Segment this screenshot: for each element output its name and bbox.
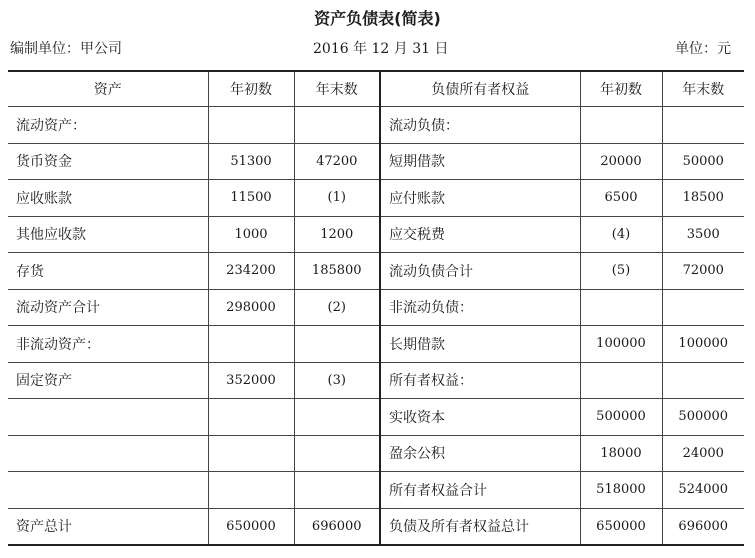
asset-begin-value: 650000: [208, 508, 294, 545]
asset-item: 应收账款: [8, 180, 208, 217]
asset-item: 货币资金: [8, 143, 208, 180]
table-row: [8, 253, 744, 290]
asset-end-value: 185800: [294, 253, 380, 290]
header-liability-end: 年末数: [662, 71, 744, 107]
liability-end-value: 696000: [662, 508, 744, 545]
header-liability: 负债所有者权益: [380, 71, 580, 107]
asset-end-value: [294, 435, 380, 472]
liability-item: 短期借款: [380, 143, 580, 180]
asset-item: 存货: [8, 253, 208, 290]
table-row: [8, 326, 744, 363]
liability-begin-value: 6500: [580, 180, 662, 217]
header-row: [8, 71, 744, 107]
liability-begin-value: 20000: [580, 143, 662, 180]
asset-item: 资产总计: [8, 508, 208, 545]
table-row: [8, 143, 744, 180]
asset-item: 流动资产：: [8, 107, 208, 144]
liability-begin-value: [580, 289, 662, 326]
asset-begin-value: [208, 435, 294, 472]
liability-end-value: [662, 107, 744, 144]
liability-item: 长期借款: [380, 326, 580, 363]
liability-item: 流动负债：: [380, 107, 580, 144]
liability-begin-value: (4): [580, 216, 662, 253]
liability-item: 应交税费: [380, 216, 580, 253]
asset-item: 流动资产合计: [8, 289, 208, 326]
liability-end-value: 500000: [662, 399, 744, 436]
liability-end-value: 24000: [662, 435, 744, 472]
page-title: 资产负债表(简表): [314, 9, 441, 28]
report-date: 2016 年 12 月 31 日: [313, 41, 449, 57]
asset-item: [8, 472, 208, 509]
liability-item: 实收资本: [380, 399, 580, 436]
header-asset-end: 年末数: [294, 71, 380, 107]
asset-end-value: 1200: [294, 216, 380, 253]
liability-begin-value: 650000: [580, 508, 662, 545]
table-row: [8, 362, 744, 399]
header-asset: 资产: [8, 71, 208, 107]
liability-item: 所有者权益：: [380, 362, 580, 399]
liability-end-value: [662, 362, 744, 399]
liability-begin-value: 518000: [580, 472, 662, 509]
asset-begin-value: [208, 326, 294, 363]
liability-item: 盈余公积: [380, 435, 580, 472]
liability-end-value: 72000: [662, 253, 744, 290]
asset-begin-value: 234200: [208, 253, 294, 290]
table-row: [8, 107, 744, 144]
asset-begin-value: 1000: [208, 216, 294, 253]
company-label: 编制单位：甲公司: [10, 41, 122, 57]
table-row: [8, 508, 744, 545]
liability-item: 应付账款: [380, 180, 580, 217]
liability-item: 流动负债合计: [380, 253, 580, 290]
liability-begin-value: 18000: [580, 435, 662, 472]
liability-end-value: 18500: [662, 180, 744, 217]
asset-item: [8, 399, 208, 436]
table-row: [8, 435, 744, 472]
asset-end-value: [294, 399, 380, 436]
table-row: [8, 289, 744, 326]
asset-end-value: [294, 326, 380, 363]
liability-begin-value: [580, 362, 662, 399]
header-liability-begin: 年初数: [580, 71, 662, 107]
asset-item: 非流动资产：: [8, 326, 208, 363]
asset-end-value: 47200: [294, 143, 380, 180]
asset-item: 其他应收款: [8, 216, 208, 253]
liability-begin-value: (5): [580, 253, 662, 290]
table-row: [8, 472, 744, 509]
asset-end-value: (1): [294, 180, 380, 217]
liability-begin-value: 100000: [580, 326, 662, 363]
asset-begin-value: 298000: [208, 289, 294, 326]
asset-end-value: (2): [294, 289, 380, 326]
asset-end-value: (3): [294, 362, 380, 399]
liability-begin-value: [580, 107, 662, 144]
table-row: [8, 180, 744, 217]
asset-end-value: 696000: [294, 508, 380, 545]
liability-item: 非流动负债：: [380, 289, 580, 326]
asset-begin-value: [208, 107, 294, 144]
table-row: [8, 216, 744, 253]
liability-end-value: 100000: [662, 326, 744, 363]
liability-end-value: 3500: [662, 216, 744, 253]
balance-sheet-table: [8, 70, 744, 546]
liability-end-value: 50000: [662, 143, 744, 180]
table-row: [8, 399, 744, 436]
liability-begin-value: 500000: [580, 399, 662, 436]
asset-item: 固定资产: [8, 362, 208, 399]
asset-end-value: [294, 107, 380, 144]
liability-end-value: 524000: [662, 472, 744, 509]
liability-item: 负债及所有者权益总计: [380, 508, 580, 545]
liability-end-value: [662, 289, 744, 326]
liability-item: 所有者权益合计: [380, 472, 580, 509]
header-asset-begin: 年初数: [208, 71, 294, 107]
unit-label: 单位：元: [675, 41, 731, 57]
asset-begin-value: [208, 399, 294, 436]
asset-item: [8, 435, 208, 472]
asset-begin-value: [208, 472, 294, 509]
asset-begin-value: 11500: [208, 180, 294, 217]
asset-begin-value: 51300: [208, 143, 294, 180]
asset-begin-value: 352000: [208, 362, 294, 399]
asset-end-value: [294, 472, 380, 509]
